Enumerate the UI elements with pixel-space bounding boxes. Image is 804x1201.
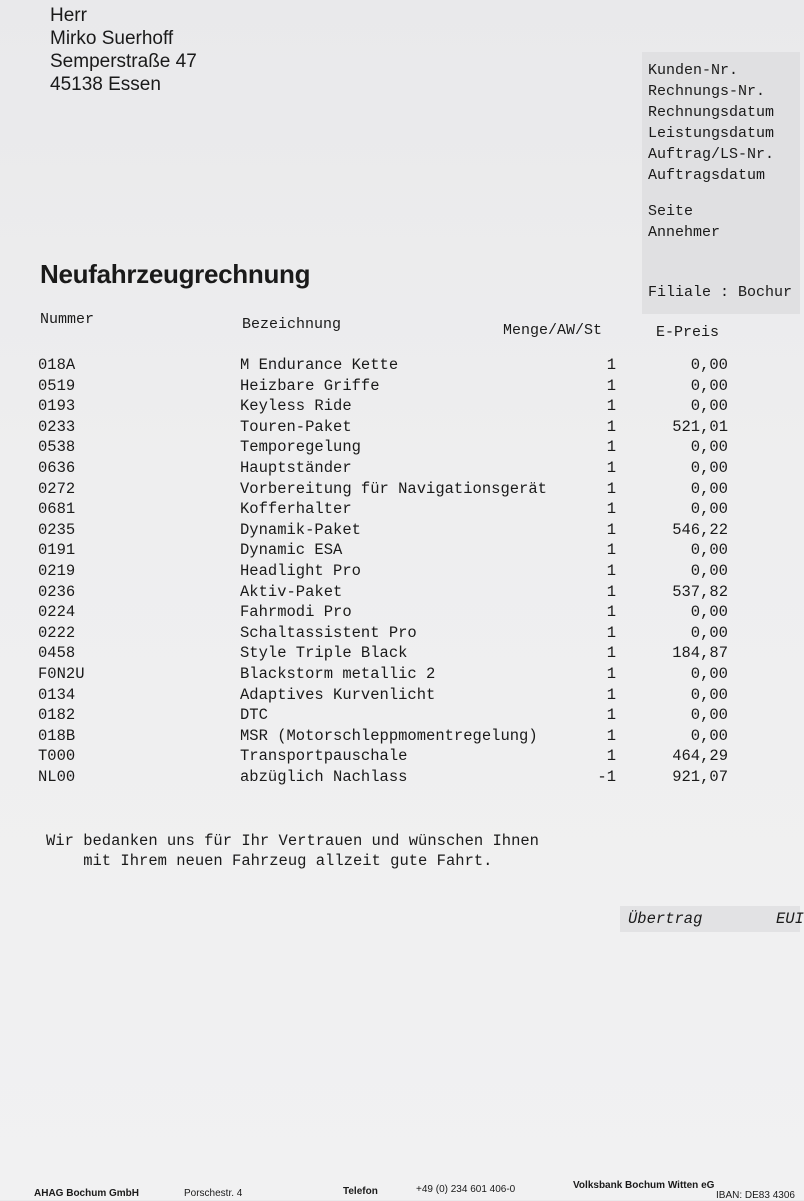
item-price: 521,01 (672, 417, 728, 436)
item-price: 0,00 (690, 376, 728, 395)
footer-address: Porschestr. 4 (184, 1188, 243, 1199)
item-description: Blackstorm metallic 2 (240, 665, 436, 683)
carry-over-box (620, 906, 804, 932)
item-quantity: 1 (606, 438, 616, 457)
item-number: 0636 (38, 459, 76, 477)
table-row (0, 644, 800, 664)
item-number: 0182 (38, 706, 76, 725)
table-row (0, 706, 800, 726)
info-label-order-date: Auftragsdatum (648, 167, 766, 184)
item-description: Dynamic ESA (240, 541, 343, 560)
item-price: 464,29 (672, 747, 728, 766)
item-quantity: 1 (606, 706, 616, 725)
table-row (0, 356, 800, 376)
recipient-street: Semperstraße 47 (50, 51, 197, 72)
item-price: 921,07 (672, 768, 728, 786)
info-label-invoice-number: Rechnungs-Nr. (648, 83, 766, 100)
footer-company: AHAG Bochum GmbH (34, 1188, 139, 1199)
item-number: F0N2U (38, 665, 85, 683)
table-row (0, 686, 800, 706)
item-quantity: 1 (606, 541, 616, 560)
item-description: Fahrmodi Pro (240, 603, 352, 622)
item-number: T000 (38, 747, 76, 766)
item-number: 0538 (38, 438, 76, 457)
footer-bank: Volksbank Bochum Witten eG (573, 1180, 715, 1191)
table-row (0, 480, 800, 500)
item-price: 184,87 (672, 644, 728, 663)
item-number: 0191 (38, 541, 76, 560)
recipient-name: Mirko Suerhoff (50, 28, 174, 49)
item-price: 0,00 (690, 438, 728, 457)
table-row (0, 500, 800, 520)
table-row (0, 377, 800, 397)
table-row (0, 665, 800, 685)
item-price: 0,00 (690, 479, 728, 498)
info-label-invoice-date: Rechnungsdatum (648, 104, 775, 121)
column-header-number: Nummer (40, 311, 95, 328)
item-price: 546,22 (672, 520, 728, 539)
item-price: 0,00 (690, 356, 728, 374)
item-quantity: 1 (606, 459, 616, 477)
item-description: Temporegelung (240, 438, 361, 457)
table-row (0, 727, 800, 747)
closing-line-2: mit Ihrem neuen Fahrzeug allzeit gute Fahrt. (46, 852, 493, 870)
item-quantity: 1 (606, 397, 616, 416)
item-quantity: 1 (606, 376, 616, 395)
item-description: Style Triple Black (240, 644, 408, 663)
item-description: Headlight Pro (240, 562, 361, 580)
item-quantity: 1 (606, 500, 616, 519)
item-description: Heizbare Griffe (240, 376, 380, 395)
info-label-service-date: Leistungsdatum (648, 125, 775, 142)
item-price: 0,00 (690, 685, 728, 704)
item-number: 0235 (38, 520, 76, 539)
info-branch: Filiale : Bochur (648, 284, 793, 301)
item-quantity: 1 (606, 479, 616, 498)
footer-phone: +49 (0) 234 601 406-0 (416, 1184, 516, 1195)
recipient-address (50, 4, 197, 96)
item-quantity: 1 (606, 644, 616, 663)
item-price: 0,00 (690, 623, 728, 642)
item-quantity: 1 (606, 623, 616, 642)
item-price: 0,00 (690, 397, 728, 416)
item-quantity: 1 (606, 726, 616, 745)
item-number: 0236 (38, 582, 76, 601)
item-description: Adaptives Kurvenlicht (240, 685, 436, 704)
item-quantity: 1 (606, 562, 616, 580)
item-number: 0519 (38, 376, 76, 395)
item-number: 0222 (38, 623, 76, 642)
item-quantity: 1 (606, 603, 616, 622)
item-price: 0,00 (690, 726, 728, 745)
table-row (0, 521, 800, 541)
item-description: Aktiv-Paket (240, 582, 343, 601)
item-price: 0,00 (690, 665, 728, 683)
carry-over-currency: EUI (776, 910, 804, 928)
item-number: 0272 (38, 479, 76, 498)
item-number: 0681 (38, 500, 76, 519)
item-quantity: -1 (597, 768, 616, 786)
info-label-order-number: Auftrag/LS-Nr. (648, 146, 775, 163)
document-title: Neufahrzeugrechnung (40, 259, 311, 289)
table-row (0, 459, 800, 479)
closing-line-1: Wir bedanken uns für Ihr Vertrauen und wünschen Ihnen (46, 832, 539, 850)
item-quantity: 1 (606, 665, 616, 683)
info-label-customer-number: Kunden-Nr. (648, 62, 739, 79)
item-price: 0,00 (690, 459, 728, 477)
item-price: 0,00 (690, 500, 728, 519)
table-row (0, 747, 800, 767)
item-number: 018B (38, 726, 76, 745)
footer-phone-label: Telefon (343, 1186, 378, 1197)
item-description: Dynamik-Paket (240, 520, 361, 539)
closing-message (46, 831, 539, 871)
table-row (0, 418, 800, 438)
item-number: 0458 (38, 644, 76, 663)
table-row (0, 603, 800, 623)
column-header-unit-price: E-Preis (656, 324, 720, 341)
item-quantity: 1 (606, 356, 616, 374)
item-price: 0,00 (690, 562, 728, 580)
item-price: 537,82 (672, 582, 728, 601)
item-price: 0,00 (690, 541, 728, 560)
item-description: DTC (240, 706, 268, 725)
item-description: MSR (Motorschleppmomentregelung) (240, 726, 538, 745)
info-label-page: Seite (648, 203, 694, 220)
column-header-description: Bezeichnung (242, 316, 342, 333)
recipient-salutation: Herr (50, 5, 87, 26)
item-number: 018A (38, 356, 76, 374)
item-number: 0193 (38, 397, 76, 416)
item-quantity: 1 (606, 520, 616, 539)
item-quantity: 1 (606, 685, 616, 704)
footer-iban: IBAN: DE83 4306 (716, 1190, 795, 1201)
item-price: 0,00 (690, 706, 728, 725)
carry-over-label: Übertrag (628, 910, 703, 928)
item-description: Schaltassistent Pro (240, 623, 417, 642)
item-description: Touren-Paket (240, 417, 352, 436)
table-row (0, 624, 800, 644)
table-row (0, 562, 800, 582)
table-row (0, 438, 800, 458)
table-row (0, 583, 800, 603)
item-quantity: 1 (606, 747, 616, 766)
item-quantity: 1 (606, 582, 616, 601)
table-row (0, 768, 800, 788)
item-number: 0219 (38, 562, 76, 580)
table-row (0, 397, 800, 417)
invoice-info-box (642, 52, 800, 314)
item-description: Transportpauschale (240, 747, 408, 766)
recipient-city: 45138 Essen (50, 74, 161, 95)
item-number: NL00 (38, 768, 76, 786)
item-description: M Endurance Kette (240, 356, 399, 374)
item-quantity: 1 (606, 417, 616, 436)
item-number: 0233 (38, 417, 76, 436)
item-description: Vorbereitung für Navigationsgerät (240, 479, 547, 498)
item-description: Kofferhalter (240, 500, 352, 519)
item-description: abzüglich Nachlass (240, 768, 408, 786)
column-header-quantity: Menge/AW/St (503, 322, 603, 339)
info-label-acceptor: Annehmer (648, 224, 721, 241)
item-description: Hauptständer (240, 459, 352, 477)
footer (0, 1176, 800, 1200)
table-row (0, 541, 800, 561)
item-price: 0,00 (690, 603, 728, 622)
item-number: 0224 (38, 603, 76, 622)
item-description: Keyless Ride (240, 397, 352, 416)
item-number: 0134 (38, 685, 76, 704)
